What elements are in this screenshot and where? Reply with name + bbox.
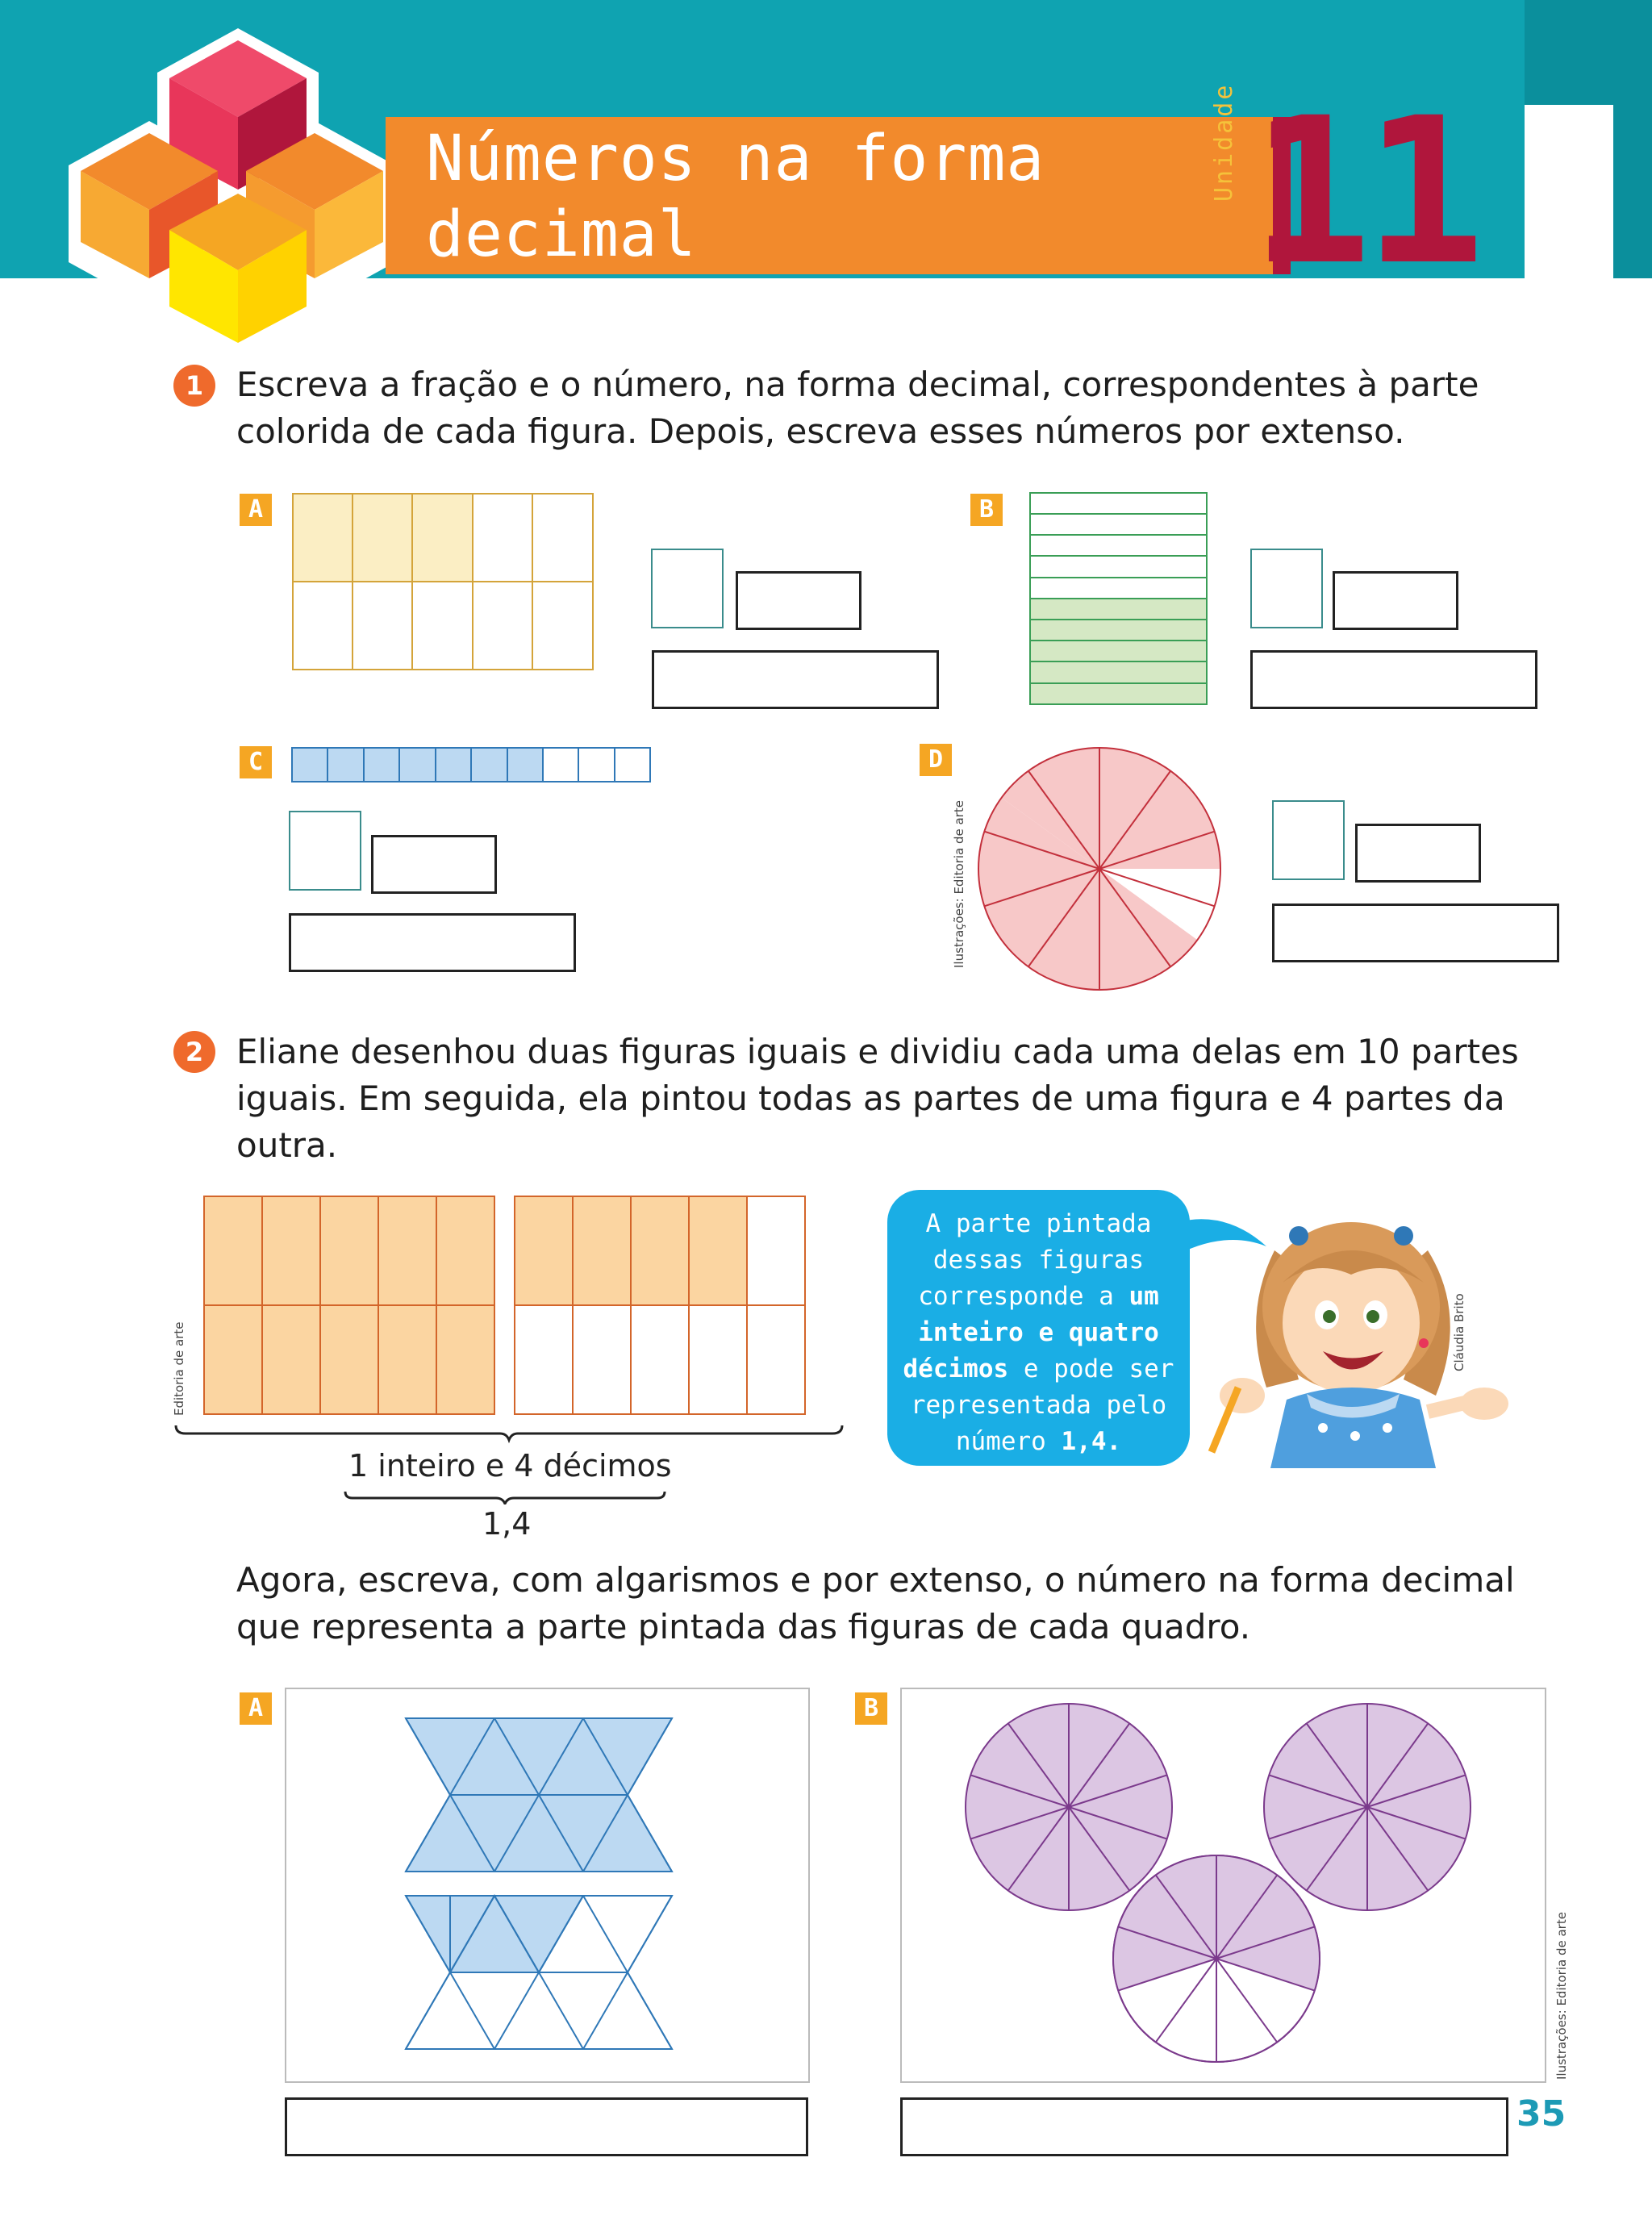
q1d-words-box[interactable] (1272, 904, 1559, 962)
q1b-words-box[interactable] (1250, 650, 1537, 709)
q2b-answer-box[interactable] (900, 2097, 1508, 2156)
q1a-fraction-box[interactable] (651, 549, 724, 628)
q2-label-a: A (240, 1692, 272, 1725)
q1d-fraction-box[interactable] (1272, 800, 1345, 880)
q1a-words-box[interactable] (652, 650, 939, 709)
girl-illustration (1194, 1186, 1525, 1468)
header-notch (1525, 105, 1613, 278)
q1-label-d: D (920, 744, 952, 776)
q2-example-figures (202, 1194, 815, 1420)
q1b-decimal-box[interactable] (1333, 571, 1458, 630)
q1-figure-d (974, 744, 1224, 994)
question-2-number: 2 (173, 1031, 215, 1073)
q2-circles (960, 1702, 1476, 2065)
page-title: Números na forma decimal (426, 123, 1045, 271)
speech-bubble: A parte pintada dessas figuras corresponde a um inteiro e quatro décimos e pode ser representada pelo número 1,4. (887, 1190, 1190, 1466)
brace-label: 1 inteiro e 4 décimos (348, 1448, 672, 1484)
q1c-words-box[interactable] (289, 913, 576, 972)
q2-triangles (399, 1714, 678, 2057)
q1c-fraction-box[interactable] (289, 811, 361, 891)
question-1-number: 1 (173, 365, 215, 407)
decimal-label: 1,4 (482, 1506, 532, 1542)
q2-credit-character: Cláudia Brito (1452, 1293, 1466, 1371)
question-2-text: Eliane desenhou duas figuras iguais e dividiu cada uma delas em 10 partes iguais. Em seguida, ela pintou todas as partes de uma figura e 4 partes da outra. (236, 1032, 1519, 1165)
question-1-text: Escreva a fração e o número, na forma decimal, correspondentes à parte colorida de cada figura. Depois, escreva esses números por extenso. (236, 365, 1479, 451)
q2-credit-left: Editoria de arte (172, 1321, 186, 1416)
q1c-decimal-box[interactable] (371, 835, 497, 894)
q2a-answer-box[interactable] (285, 2097, 808, 2156)
q1b-fraction-box[interactable] (1250, 549, 1323, 628)
q1-label-b: B (970, 494, 1003, 526)
q1-figure-b (1028, 491, 1210, 707)
q1-figure-a (290, 491, 597, 673)
q1-credit: Ilustrações: Editoria de arte (952, 800, 966, 968)
unit-label: Unidade (1210, 82, 1238, 202)
q2-label-b: B (855, 1692, 887, 1725)
q2-instruction: Agora, escreva, com algarismos e por extenso, o número na forma decimal que representa a parte pintada das figuras de cada quadro. (236, 1560, 1515, 1646)
q1-figure-c (290, 746, 653, 785)
q1a-decimal-box[interactable] (736, 571, 861, 630)
q2-credit-right: Ilustrações: Editoria de arte (1554, 1912, 1569, 2080)
q1d-decimal-box[interactable] (1355, 824, 1481, 883)
cube-logo (65, 28, 411, 359)
unit-number: 11 (1250, 74, 1478, 309)
q1-label-a: A (240, 494, 272, 526)
q1-label-c: C (240, 746, 272, 778)
page-number: 35 (1516, 2093, 1566, 2135)
